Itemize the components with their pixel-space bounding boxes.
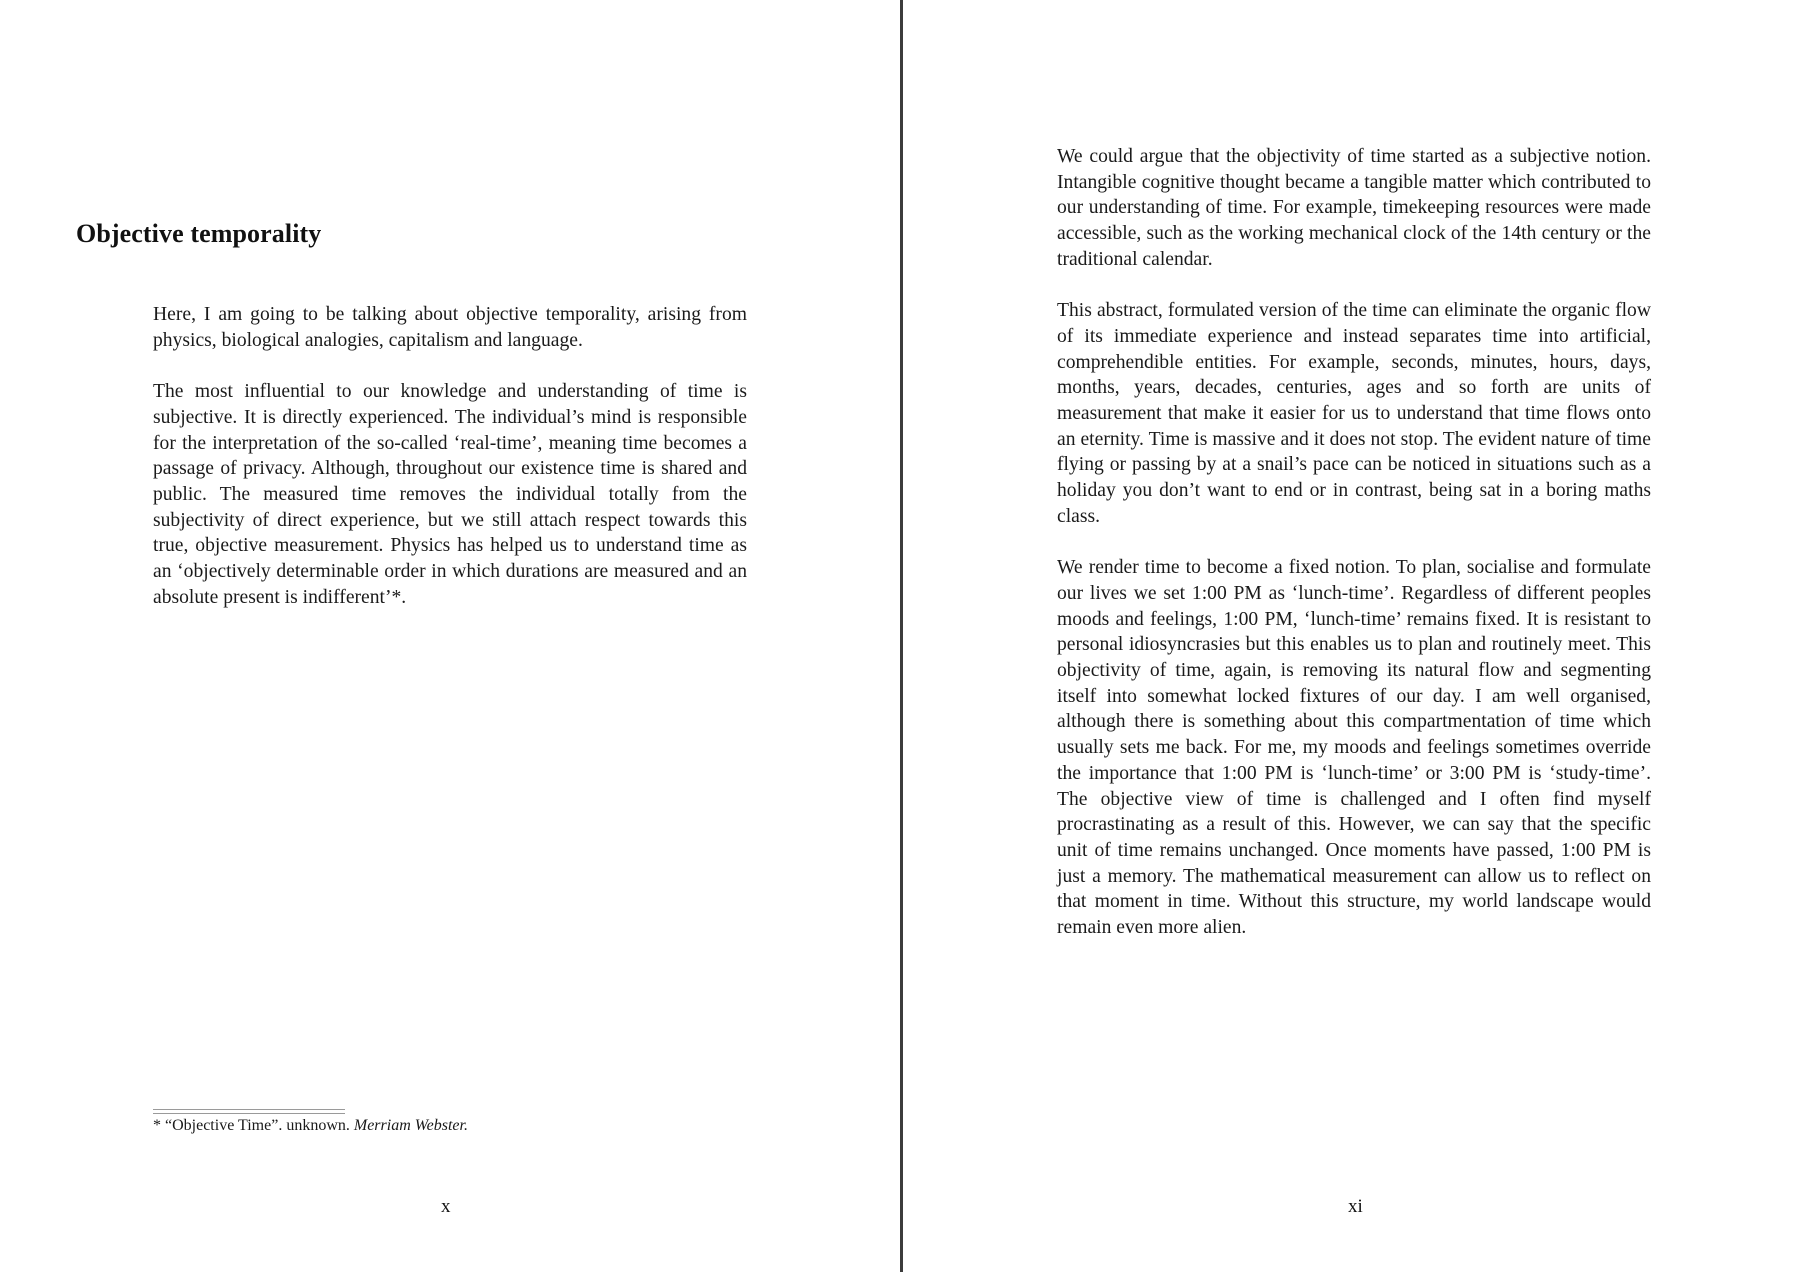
paragraph: This abstract, formulated version of the time can eliminate the organic flow of its immediate experience and instead separates time into artificial, comprehendible entities. For example, seconds, minutes, hours, days, months, years, decades, centuries, ages and so forth are units of measurement that make it easier for us to understand that time flows onto an eternity. Time is massive and it does not stop. The evident nature of time flying or passing by at a snail’s pace can be noticed in situations such as a holiday you don’t want to end or in contrast, being sat in a boring maths class. (1057, 300, 1651, 527)
paragraph: We render time to become a fixed notion. To plan, socialise and formulate our lives we set 1:00 PM as ‘lunch-time’. Regardless of different peoples moods and feelings, 1:00 PM, ‘lunch-time’ remains fixed. It is resistant to personal idiosyncrasies but this enables us to plan and routinely meet. This objectivity of time, again, is removing its natural flow and segmenting itself into somewhat locked fixtures of our day. I am well organised, although there is something about this compartmentation of time which usually sets me back. For me, my moods and feelings sometimes override the importance that 1:00 PM is ‘lunch-time’ or 3:00 PM is ‘study-time’. The objective view of time is challenged and I often find myself procrastinating as a result of this. However, we can say that the specific unit of time remains unchanged. Once moments have passed, 1:00 PM is just a memory. The mathematical measurement can allow us to reflect on that moment in time. Without this structure, my world landscape would remain even more alien. (1057, 557, 1651, 939)
footnote-marker: * (153, 1117, 161, 1134)
page-number: x (441, 1196, 451, 1217)
right-body-text (1057, 144, 1651, 966)
page-number: xi (1348, 1196, 1363, 1217)
footnote-source: Merriam Webster. (353, 1117, 468, 1134)
paragraph: Here, I am going to be talking about objective temporality, arising from physics, biological analogies, capitalism and language. (153, 304, 747, 351)
left-body-text (153, 302, 747, 636)
right-page (903, 0, 1802, 1272)
footnote (153, 1116, 468, 1136)
paragraph: We could argue that the objectivity of time started as a subjective notion. Intangible cognitive thought became a tangible matter which contributed to our understanding of time. For example, timekeeping resources were made accessible, such as the working mechanical clock of the 14th century or the traditional calendar. (1057, 146, 1651, 270)
paragraph: The most influential to our knowledge and understanding of time is subjective. It is directly experienced. The individual’s mind is responsible for the interpretation of the so-called ‘real-time’, meaning time becomes a passage of privacy. Although, throughout our existence time is shared and public. The measured time removes the individual totally from the subjectivity of direct experience, but we still attach respect towards this true, objective measurement. Physics has helped us to understand time as an ‘objectively determinable order in which durations are measured and an absolute present is indifferent’*. (153, 381, 747, 608)
footnote-title: “Objective Time”. unknown. (165, 1117, 350, 1134)
section-heading: Objective temporality (76, 219, 322, 248)
footnote-divider (153, 1109, 345, 1114)
